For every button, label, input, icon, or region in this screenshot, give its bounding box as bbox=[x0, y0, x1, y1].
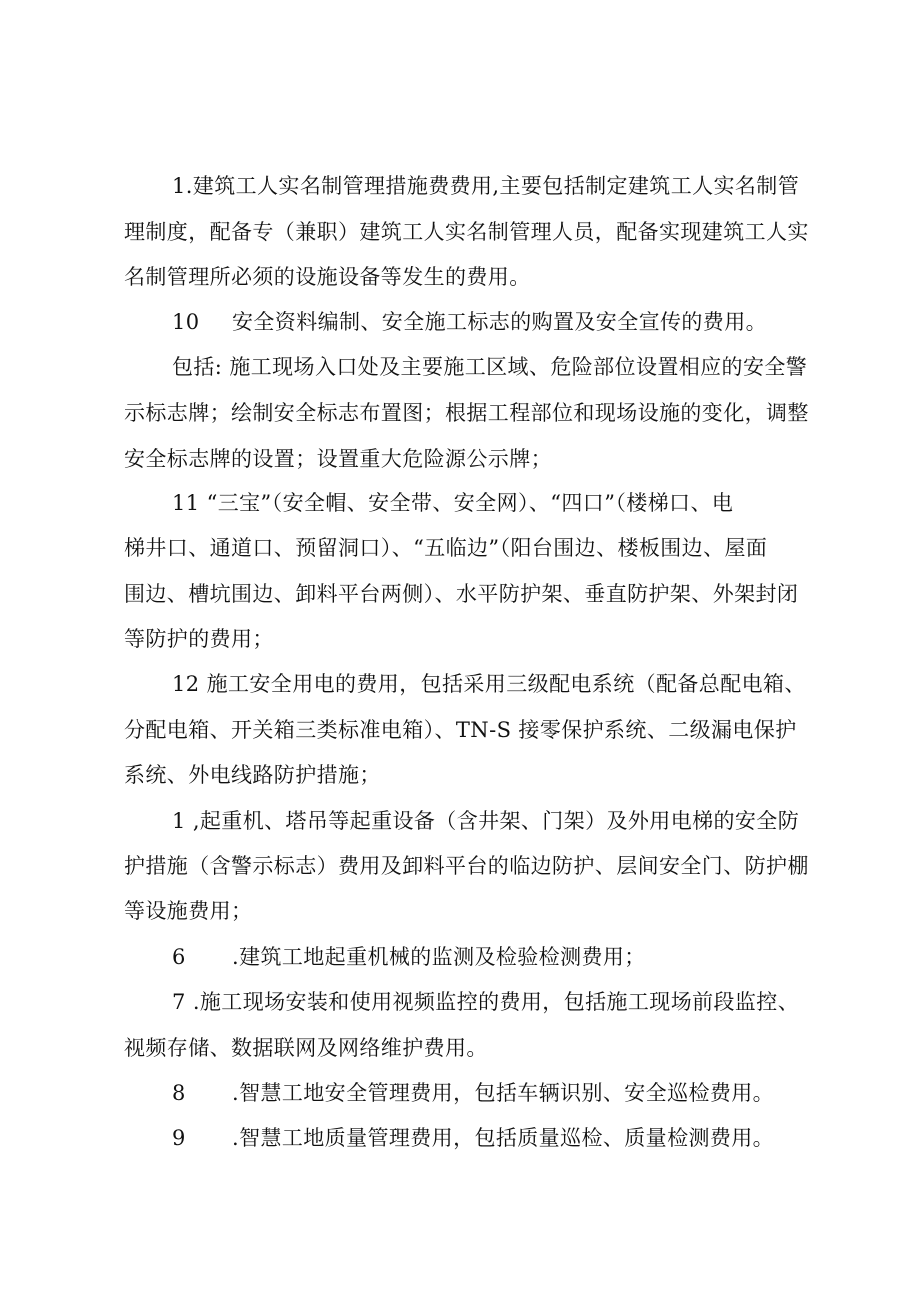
paragraph-2-number: 10 bbox=[172, 310, 200, 334]
paragraph-10-number: 9 bbox=[172, 1126, 186, 1150]
paragraph-7-number: 6 bbox=[172, 945, 186, 969]
paragraph-5-line-3: 系统、外电线路防护措施； bbox=[124, 763, 381, 787]
paragraph-1-line-2: 理制度，配备专（兼职）建筑工人实名制管理人员，配备实现建筑工人实 bbox=[124, 220, 809, 244]
paragraph-9-number: 8 bbox=[172, 1081, 186, 1105]
paragraph-3-line-1: 包括: 施工现场入口处及主要施工区域、危险部位设置相应的安全警 bbox=[172, 355, 808, 379]
paragraph-4-line-4: 等防护的费用； bbox=[124, 627, 274, 651]
paragraph-4-line-3: 围边、槽坑围边、卸料平台两侧）、水平防护架、垂直防护架、外架封闭 bbox=[124, 582, 799, 606]
paragraph-8-line-1: 7 .施工现场安装和使用视频监控的费用，包括施工现场前段监控、 bbox=[172, 990, 800, 1014]
paragraph-3-line-2: 示标志牌；绘制安全标志布置图；根据工程部位和现场设施的变化，调整 bbox=[124, 401, 809, 425]
paragraph-6-line-3: 等设施费用； bbox=[124, 899, 253, 923]
paragraph-5-line-2: 分配电箱、开关箱三类标准电箱）、TN-S 接零保护系统、二级漏电保护 bbox=[124, 718, 797, 742]
paragraph-8-line-2: 视频存储、数据联网及网络维护费用。 bbox=[124, 1036, 488, 1060]
paragraph-1-line-3: 名制管理所必须的设施设备等发生的费用。 bbox=[124, 265, 531, 289]
paragraph-5-line-1: 12 施工安全用电的费用，包括采用三级配电系统（配备总配电箱、 bbox=[172, 672, 806, 696]
paragraph-7-text: .建筑工地起重机械的监测及检验检测费用； bbox=[232, 945, 646, 969]
paragraph-4-line-2: 梯井口、通道口、预留洞口）、“五临边”（阳台围边、楼板围边、屋面 bbox=[124, 536, 768, 560]
paragraph-6-line-1: 1 ,起重机、塔吊等起重设备（含井架、门架）及外用电梯的安全防 bbox=[172, 809, 800, 833]
paragraph-3-line-3: 安全标志牌的设置；设置重大危险源公示牌； bbox=[124, 447, 552, 471]
paragraph-10-text: .智慧工地质量管理费用，包括质量巡检、质量检测费用。 bbox=[232, 1126, 775, 1150]
paragraph-6-line-2: 护措施（含警示标志）费用及卸料平台的临边防护、层间安全门、防护棚 bbox=[124, 854, 809, 878]
paragraph-9-text: .智慧工地安全管理费用，包括车辆识别、安全巡检费用。 bbox=[232, 1081, 775, 1105]
paragraph-2-text: 安全资料编制、安全施工标志的购置及安全宣传的费用。 bbox=[232, 310, 767, 334]
paragraph-4-line-1: 11 “三宝”（安全帽、安全带、安全网）、“四口”（楼梯口、电 bbox=[172, 491, 734, 515]
paragraph-1-line-1: 1.建筑工人实名制管理措施费费用,主要包括制定建筑工人实名制管 bbox=[172, 174, 800, 198]
